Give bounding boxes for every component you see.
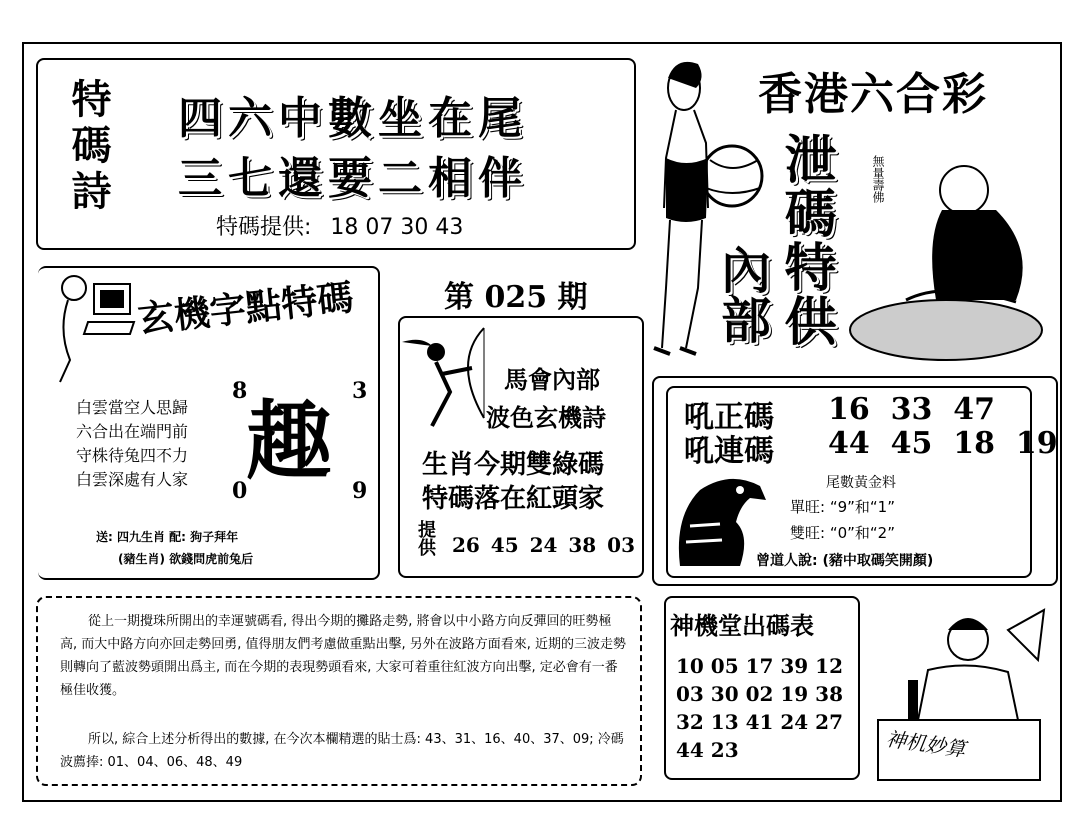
horse-line-1: 馬會內部 — [504, 365, 600, 394]
horse-line-4: 特碼落在紅頭家 — [422, 484, 605, 514]
poem-side-label: 特碼詩 — [65, 78, 112, 216]
analysis-para-1: 從上一期攪珠所開出的幸運號碼看, 得出今期的攤路走勢, 將會以中小路方向反彈回的旺勢極高, 而大中路方向亦回走勢回勇, 值得朋友們考慮做重點出擊, 另外在波路方面看來, 近期的三波走勢則轉向了藍波勢頭開出爲主, 而在今期的表現勢頭看來, 大家可着重往紅波方向出擊, 定必會有一番極佳收獲。 — [60, 614, 627, 698]
xuanji-poem — [76, 396, 188, 492]
horse-provide-label: 提供 — [415, 520, 436, 556]
shenji-title: 神機堂出碼表 — [670, 611, 814, 640]
xuanji-num-br: 9 — [352, 478, 368, 504]
shenji-table — [676, 652, 843, 764]
roar-zheng-nums: 16 33 47 — [828, 392, 996, 427]
tail-saying: 曾道人說: (豬中取碼笑開顏) — [756, 553, 934, 569]
computer-user-illustration — [38, 270, 138, 385]
xuanji-footer-2: (豬生肖) 欲錢問虎前兔后 — [118, 552, 254, 566]
xuanji-line: 六合出在端門前 — [76, 422, 189, 441]
horse-line-3: 生肖今期雙綠碼 — [422, 450, 605, 480]
poem-line-1: 四六中數坐在尾 — [178, 93, 528, 144]
tail-title: 尾數黃金料 — [826, 475, 896, 491]
analysis-para-2: 所以, 綜合上述分析得出的數據, 在今次本欄精選的貼士爲: 43、31、16、40、37、09; 冷碼波薦捧: 01、04、06、48、49 — [60, 732, 624, 770]
xuanji-line: 守株待兔四不力 — [76, 446, 189, 465]
eagle-illustration — [670, 466, 770, 574]
roar-zheng-label: 吼正碼 — [684, 400, 774, 435]
xuanji-line: 白雲深處有人家 — [76, 470, 189, 489]
provider-label: 特碼提供: — [216, 215, 312, 240]
xuanji-num-tl: 8 — [232, 378, 248, 404]
tail-double: 雙旺: “0”和“2” — [790, 524, 895, 542]
roar-lian-label: 吼連碼 — [684, 434, 774, 469]
shenji-row: 10 05 17 39 12 — [676, 654, 844, 678]
poem-box — [36, 58, 636, 250]
sage-caption: 神机妙算 — [884, 726, 968, 762]
provider-numbers: 18 07 30 43 — [330, 215, 464, 240]
archer-illustration — [402, 322, 492, 432]
horse-line-2: 波色玄機詩 — [486, 403, 606, 432]
slogan-a: 泄碼特供 — [775, 132, 836, 348]
xuanji-line: 白雲當空人思歸 — [76, 398, 189, 417]
issue-label: 第 025 期 — [444, 280, 588, 315]
xuanji-char: 趣 — [246, 391, 332, 492]
shenji-row: 44 23 — [676, 738, 739, 762]
slogan-b: 內部 — [713, 244, 772, 344]
xuanji-footer-1: 送: 四九生肖 配: 狗子拜年 — [96, 530, 239, 544]
provider-line — [216, 210, 463, 241]
poem-line-2: 三七還要二相伴 — [178, 153, 528, 204]
xuanji-num-tr: 3 — [352, 378, 368, 404]
shenji-row: 32 13 41 24 27 — [676, 710, 844, 734]
header-title: 香港六合彩 — [758, 69, 988, 120]
xuanji-num-bl: 0 — [232, 478, 248, 504]
tail-single: 單旺: “9”和“1” — [790, 498, 895, 516]
horse-numbers: 26 45 24 38 03 — [452, 533, 636, 557]
xuanji-title: 玄機字點特碼 — [136, 276, 356, 341]
shenji-row: 03 30 02 19 38 — [676, 682, 844, 706]
roar-lian-nums: 44 45 18 19 — [828, 426, 1058, 461]
buddha-caption: 無量壽佛 — [871, 155, 885, 203]
